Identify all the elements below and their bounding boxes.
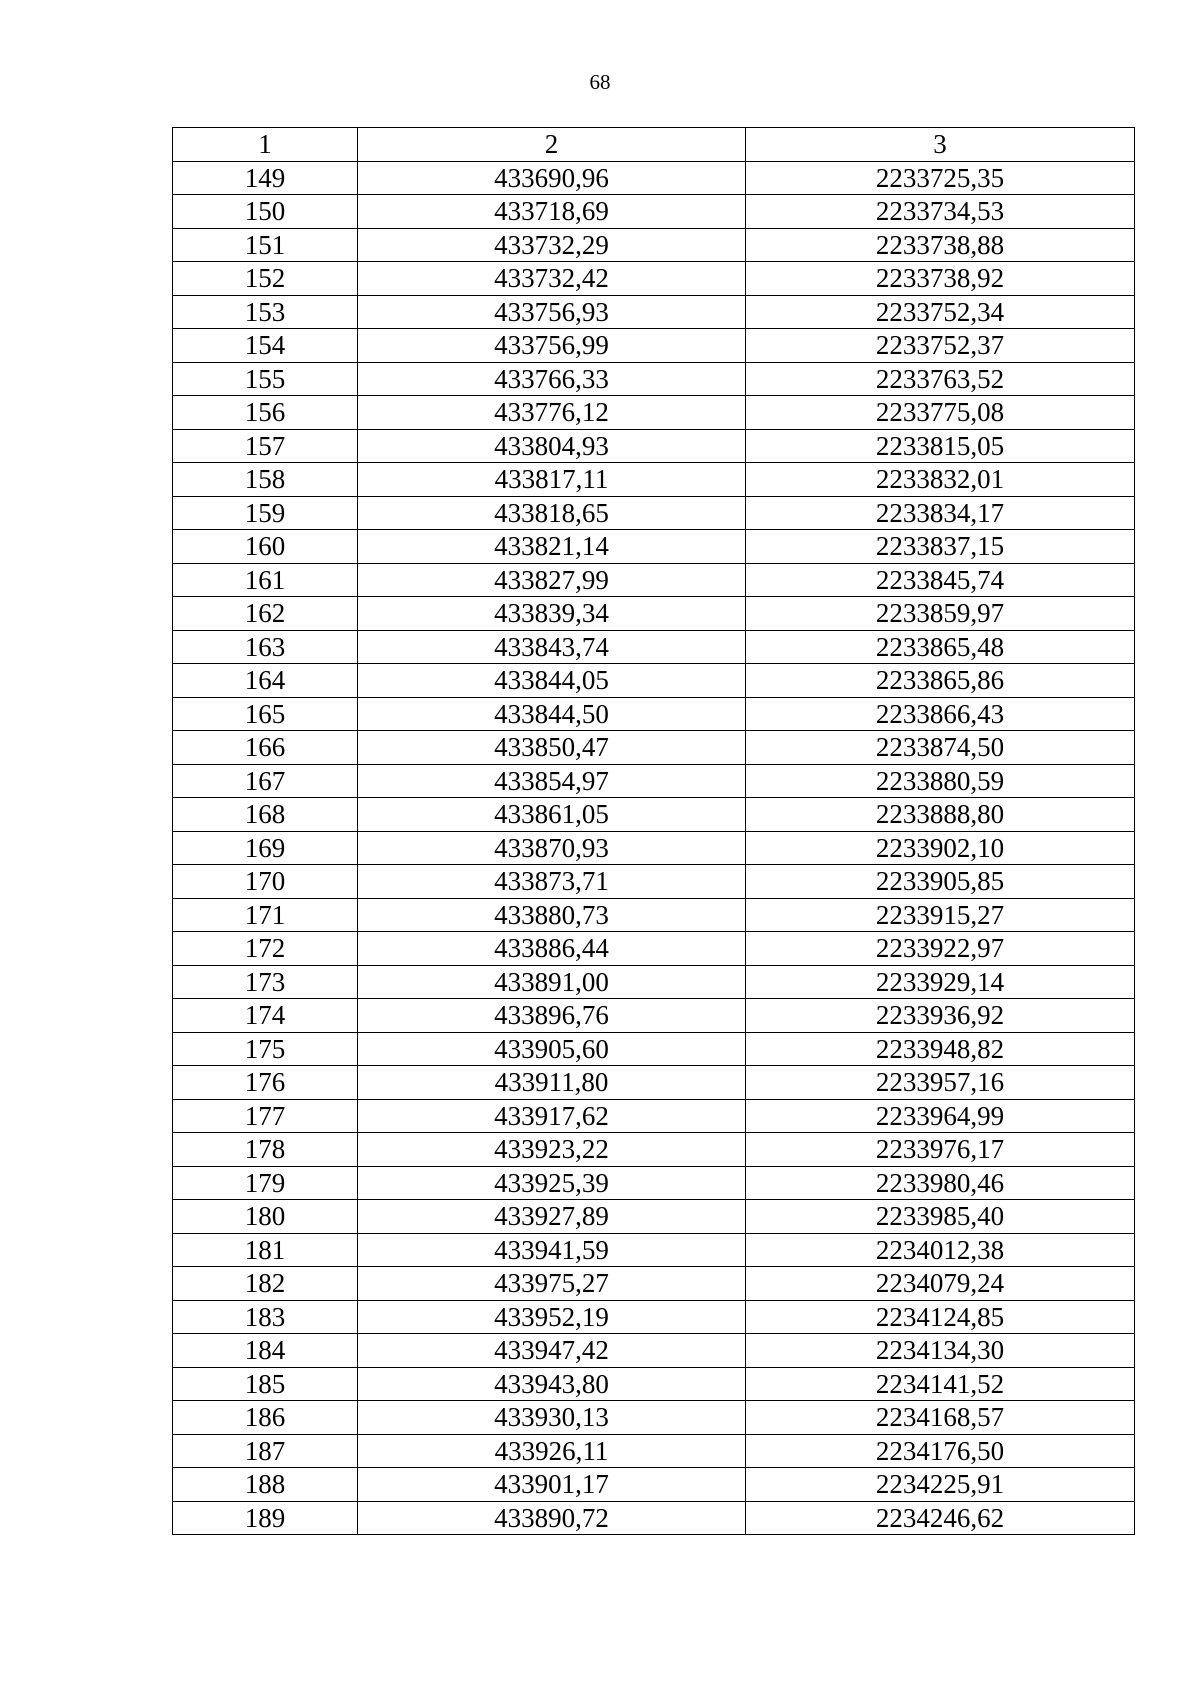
table-cell-col-2: 433776,12 xyxy=(358,396,746,430)
table-cell-col-2: 433896,76 xyxy=(358,999,746,1033)
table-cell-col-1: 149 xyxy=(173,161,358,195)
table-cell-col-3: 2233763,52 xyxy=(746,362,1135,396)
table-row xyxy=(173,195,1135,229)
table-cell-col-2: 433917,62 xyxy=(358,1099,746,1133)
table-cell-col-1: 157 xyxy=(173,429,358,463)
table-cell-col-1: 152 xyxy=(173,262,358,296)
table-row xyxy=(173,563,1135,597)
table-cell-col-1: 178 xyxy=(173,1133,358,1167)
table-cell-col-3: 2233865,48 xyxy=(746,630,1135,664)
table-cell-col-3: 2233815,05 xyxy=(746,429,1135,463)
table-row xyxy=(173,697,1135,731)
table-row xyxy=(173,463,1135,497)
table-cell-col-1: 180 xyxy=(173,1200,358,1234)
table-cell-col-3: 2233976,17 xyxy=(746,1133,1135,1167)
table-row xyxy=(173,262,1135,296)
table-cell-col-3: 2233915,27 xyxy=(746,898,1135,932)
table-cell-col-1: 162 xyxy=(173,597,358,631)
table-cell-col-3: 2233957,16 xyxy=(746,1066,1135,1100)
table-cell-col-3: 2233874,50 xyxy=(746,731,1135,765)
table-cell-col-3: 2233985,40 xyxy=(746,1200,1135,1234)
table-cell-col-2: 433861,05 xyxy=(358,798,746,832)
table-row xyxy=(173,429,1135,463)
table-cell-col-3: 2233936,92 xyxy=(746,999,1135,1033)
table-cell-col-2: 433890,72 xyxy=(358,1501,746,1535)
table-cell-col-3: 2233845,74 xyxy=(746,563,1135,597)
table-cell-col-2: 433905,60 xyxy=(358,1032,746,1066)
table-row xyxy=(173,1468,1135,1502)
table-cell-col-1: 159 xyxy=(173,496,358,530)
table-cell-col-1: 165 xyxy=(173,697,358,731)
table-cell-col-2: 433756,93 xyxy=(358,295,746,329)
table-cell-col-3: 2233738,88 xyxy=(746,228,1135,262)
table-cell-col-3: 2233948,82 xyxy=(746,1032,1135,1066)
table-cell-col-1: 170 xyxy=(173,865,358,899)
table-cell-col-1: 175 xyxy=(173,1032,358,1066)
table-cell-col-2: 433886,44 xyxy=(358,932,746,966)
table-row xyxy=(173,1200,1135,1234)
table-cell-col-2: 433839,34 xyxy=(358,597,746,631)
table-row xyxy=(173,1434,1135,1468)
table-cell-col-3: 2233866,43 xyxy=(746,697,1135,731)
table-cell-col-2: 433947,42 xyxy=(358,1334,746,1368)
table-row xyxy=(173,630,1135,664)
table-cell-col-2: 433804,93 xyxy=(358,429,746,463)
table-cell-col-1: 189 xyxy=(173,1501,358,1535)
table-cell-col-1: 167 xyxy=(173,764,358,798)
table-cell-col-3: 2233725,35 xyxy=(746,161,1135,195)
table-row xyxy=(173,161,1135,195)
table-cell-col-1: 183 xyxy=(173,1300,358,1334)
table-cell-col-2: 433870,93 xyxy=(358,831,746,865)
table-cell-col-1: 184 xyxy=(173,1334,358,1368)
table-cell-col-2: 433911,80 xyxy=(358,1066,746,1100)
table-cell-col-3: 2233734,53 xyxy=(746,195,1135,229)
table-row xyxy=(173,731,1135,765)
table-row xyxy=(173,965,1135,999)
table-cell-col-2: 433943,80 xyxy=(358,1367,746,1401)
table-row xyxy=(173,496,1135,530)
table-cell-col-1: 179 xyxy=(173,1166,358,1200)
table-cell-col-1: 168 xyxy=(173,798,358,832)
table-cell-col-1: 171 xyxy=(173,898,358,932)
table-cell-col-3: 2234134,30 xyxy=(746,1334,1135,1368)
table-cell-col-3: 2233980,46 xyxy=(746,1166,1135,1200)
table-cell-col-2: 433926,11 xyxy=(358,1434,746,1468)
table-row xyxy=(173,764,1135,798)
header-row xyxy=(173,128,1135,162)
table-row xyxy=(173,865,1135,899)
table-header xyxy=(173,128,1135,162)
table-cell-col-1: 182 xyxy=(173,1267,358,1301)
table-cell-col-1: 173 xyxy=(173,965,358,999)
table-cell-col-3: 2233859,97 xyxy=(746,597,1135,631)
table-row xyxy=(173,530,1135,564)
table-row xyxy=(173,898,1135,932)
table-cell-col-1: 174 xyxy=(173,999,358,1033)
table-cell-col-3: 2233752,37 xyxy=(746,329,1135,363)
table-row xyxy=(173,999,1135,1033)
table-cell-col-2: 433930,13 xyxy=(358,1401,746,1435)
table-cell-col-2: 433732,29 xyxy=(358,228,746,262)
table-cell-col-1: 166 xyxy=(173,731,358,765)
table-cell-col-1: 150 xyxy=(173,195,358,229)
table-cell-col-3: 2233832,01 xyxy=(746,463,1135,497)
table-cell-col-3: 2233922,97 xyxy=(746,932,1135,966)
table-cell-col-3: 2234141,52 xyxy=(746,1367,1135,1401)
table-row xyxy=(173,831,1135,865)
table-cell-col-1: 185 xyxy=(173,1367,358,1401)
table-cell-col-2: 433923,22 xyxy=(358,1133,746,1167)
table-cell-col-2: 433817,11 xyxy=(358,463,746,497)
table-cell-col-2: 433827,99 xyxy=(358,563,746,597)
table-cell-col-2: 433818,65 xyxy=(358,496,746,530)
table-cell-col-2: 433891,00 xyxy=(358,965,746,999)
table-row xyxy=(173,1367,1135,1401)
table-row xyxy=(173,1501,1135,1535)
table-cell-col-1: 154 xyxy=(173,329,358,363)
table-cell-col-2: 433941,59 xyxy=(358,1233,746,1267)
table-cell-col-3: 2233964,99 xyxy=(746,1099,1135,1133)
table-cell-col-1: 181 xyxy=(173,1233,358,1267)
table-row xyxy=(173,932,1135,966)
table-cell-col-3: 2233902,10 xyxy=(746,831,1135,865)
table-cell-col-3: 2234168,57 xyxy=(746,1401,1135,1435)
table-row xyxy=(173,1300,1135,1334)
table-cell-col-2: 433843,74 xyxy=(358,630,746,664)
table-cell-col-1: 176 xyxy=(173,1066,358,1100)
table-row xyxy=(173,329,1135,363)
table-cell-col-2: 433766,33 xyxy=(358,362,746,396)
table-cell-col-2: 433756,99 xyxy=(358,329,746,363)
table-cell-col-2: 433925,39 xyxy=(358,1166,746,1200)
table-cell-col-2: 433975,27 xyxy=(358,1267,746,1301)
table-cell-col-1: 172 xyxy=(173,932,358,966)
table-cell-col-1: 153 xyxy=(173,295,358,329)
table-cell-col-3: 2233738,92 xyxy=(746,262,1135,296)
table-row xyxy=(173,1066,1135,1100)
table-cell-col-1: 187 xyxy=(173,1434,358,1468)
table-cell-col-1: 151 xyxy=(173,228,358,262)
table-row xyxy=(173,362,1135,396)
table-cell-col-3: 2234225,91 xyxy=(746,1468,1135,1502)
table-cell-col-3: 2233865,86 xyxy=(746,664,1135,698)
table-cell-col-2: 433844,05 xyxy=(358,664,746,698)
table-cell-col-3: 2233929,14 xyxy=(746,965,1135,999)
column-header-2: 2 xyxy=(358,128,746,162)
table-cell-col-3: 2234124,85 xyxy=(746,1300,1135,1334)
table-row xyxy=(173,1233,1135,1267)
table-cell-col-2: 433844,50 xyxy=(358,697,746,731)
table-cell-col-3: 2233775,08 xyxy=(746,396,1135,430)
table-cell-col-2: 433821,14 xyxy=(358,530,746,564)
table-cell-col-1: 156 xyxy=(173,396,358,430)
table-cell-col-3: 2233752,34 xyxy=(746,295,1135,329)
table-cell-col-1: 161 xyxy=(173,563,358,597)
table-row xyxy=(173,597,1135,631)
table-cell-col-2: 433850,47 xyxy=(358,731,746,765)
table-cell-col-2: 433901,17 xyxy=(358,1468,746,1502)
table-cell-col-2: 433690,96 xyxy=(358,161,746,195)
table-cell-col-1: 160 xyxy=(173,530,358,564)
table-row xyxy=(173,664,1135,698)
table-row xyxy=(173,1133,1135,1167)
table-row xyxy=(173,1032,1135,1066)
table-row xyxy=(173,1267,1135,1301)
table-cell-col-2: 433873,71 xyxy=(358,865,746,899)
table-cell-col-1: 169 xyxy=(173,831,358,865)
coordinates-table xyxy=(172,127,1135,1535)
table-cell-col-3: 2233880,59 xyxy=(746,764,1135,798)
table-cell-col-1: 158 xyxy=(173,463,358,497)
table-cell-col-1: 188 xyxy=(173,1468,358,1502)
table-cell-col-3: 2233905,85 xyxy=(746,865,1135,899)
table-cell-col-1: 155 xyxy=(173,362,358,396)
table-row xyxy=(173,1166,1135,1200)
table-cell-col-3: 2234176,50 xyxy=(746,1434,1135,1468)
table-row xyxy=(173,295,1135,329)
table-row xyxy=(173,1099,1135,1133)
table-cell-col-3: 2233837,15 xyxy=(746,530,1135,564)
table-cell-col-3: 2234246,62 xyxy=(746,1501,1135,1535)
table-cell-col-2: 433732,42 xyxy=(358,262,746,296)
table-row xyxy=(173,1334,1135,1368)
table-cell-col-2: 433927,89 xyxy=(358,1200,746,1234)
table-cell-col-2: 433880,73 xyxy=(358,898,746,932)
table-row xyxy=(173,396,1135,430)
table-cell-col-3: 2233834,17 xyxy=(746,496,1135,530)
column-header-1: 1 xyxy=(173,128,358,162)
table-cell-col-1: 164 xyxy=(173,664,358,698)
table-cell-col-1: 177 xyxy=(173,1099,358,1133)
table-cell-col-1: 186 xyxy=(173,1401,358,1435)
table-row xyxy=(173,1401,1135,1435)
table-cell-col-2: 433718,69 xyxy=(358,195,746,229)
table-cell-col-3: 2234079,24 xyxy=(746,1267,1135,1301)
table-cell-col-1: 163 xyxy=(173,630,358,664)
table-cell-col-2: 433952,19 xyxy=(358,1300,746,1334)
table-cell-col-3: 2233888,80 xyxy=(746,798,1135,832)
column-header-3: 3 xyxy=(746,128,1135,162)
page-number: 68 xyxy=(589,70,611,94)
table-cell-col-2: 433854,97 xyxy=(358,764,746,798)
table-row xyxy=(173,228,1135,262)
table-body xyxy=(173,161,1135,1535)
table-cell-col-3: 2234012,38 xyxy=(746,1233,1135,1267)
table-row xyxy=(173,798,1135,832)
